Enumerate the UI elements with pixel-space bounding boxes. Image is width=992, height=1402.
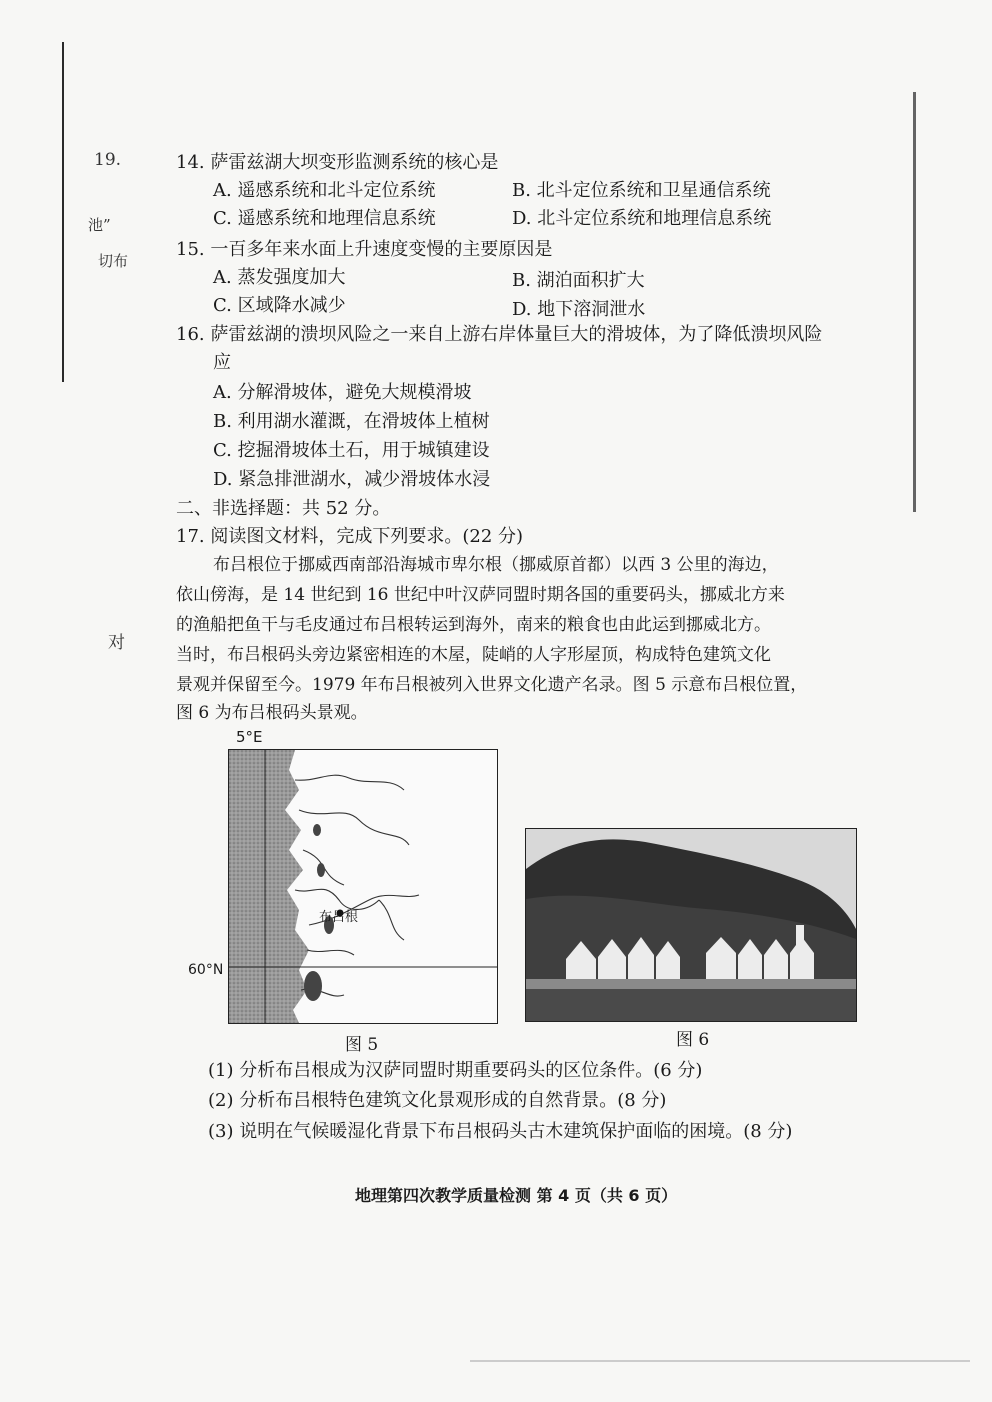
q14-option-b: B. 北斗定位系统和卫星通信系统 bbox=[512, 180, 771, 201]
q15-option-c: C. 区域降水减少 bbox=[213, 295, 346, 316]
q16-option-b: B. 利用湖水灌溉，在滑坡体上植树 bbox=[213, 411, 490, 432]
q14-option-a: A. 遥感系统和北斗定位系统 bbox=[213, 180, 436, 201]
figure-5-map bbox=[228, 749, 498, 1024]
q17-sub-1: (1) 分析布吕根成为汉萨同盟时期重要码头的区位条件。(6 分) bbox=[208, 1060, 703, 1081]
right-margin-line bbox=[913, 92, 916, 512]
photo-graphic bbox=[526, 829, 856, 1021]
q14-option-c: C. 遥感系统和地理信息系统 bbox=[213, 208, 436, 229]
figure-6-caption: 图 6 bbox=[676, 1030, 710, 1050]
map-latitude-label: 60°N bbox=[188, 962, 224, 978]
sea-area bbox=[229, 750, 279, 1023]
q17-sub-2: (2) 分析布吕根特色建筑文化景观形成的自然背景。(8 分) bbox=[208, 1090, 667, 1111]
fjords bbox=[295, 775, 419, 996]
bottom-scan-line bbox=[470, 1360, 970, 1362]
figure-5-caption: 图 5 bbox=[345, 1035, 379, 1055]
page-footer: 地理第四次教学质量检测 第 4 页（共 6 页） bbox=[355, 1186, 678, 1205]
q17-passage-line6: 图 6 为布吕根码头景观。 bbox=[176, 703, 368, 723]
q14-option-d: D. 北斗定位系统和地理信息系统 bbox=[512, 208, 772, 229]
q16-option-a: A. 分解滑坡体，避免大规模滑坡 bbox=[213, 382, 472, 403]
q14-stem: 14. 萨雷兹湖大坝变形监测系统的核心是 bbox=[176, 152, 499, 173]
map-longitude-label: 5°E bbox=[236, 728, 263, 746]
margin-note-1: 池” bbox=[88, 216, 111, 234]
q15-stem: 15. 一百多年来水面上升速度变慢的主要原因是 bbox=[176, 239, 553, 260]
q17-stem: 17. 阅读图文材料，完成下列要求。(22 分) bbox=[176, 526, 524, 547]
q17-passage-line2: 依山傍海，是 14 世纪到 16 世纪中叶汉萨同盟时期各国的重要码头，挪威北方来 bbox=[176, 585, 785, 605]
q15-option-a: A. 蒸发强度加大 bbox=[213, 267, 346, 288]
q16-option-c: C. 挖掘滑坡体土石，用于城镇建设 bbox=[213, 440, 490, 461]
q17-sub-3: (3) 说明在气候暖湿化背景下布吕根码头古木建筑保护面临的困境。(8 分) bbox=[208, 1121, 793, 1142]
q17-passage-line4: 当时，布吕根码头旁边紧密相连的木屋，陡峭的人字形屋顶，构成特色建筑文化 bbox=[176, 645, 771, 665]
q15-option-b: B. 湖泊面积扩大 bbox=[512, 270, 645, 291]
harbor-water bbox=[526, 989, 856, 1021]
margin-note-2: 切布 bbox=[98, 252, 129, 270]
map-graphic bbox=[229, 750, 497, 1023]
figure-6-photo bbox=[525, 828, 857, 1022]
q16-stem-line1: 16. 萨雷兹湖的溃坝风险之一来自上游右岸体量巨大的滑坡体，为了降低溃坝风险 bbox=[176, 324, 823, 345]
q17-passage-line1: 布吕根位于挪威西南部沿海城市卑尔根（挪威原首都）以西 3 公里的海边， bbox=[213, 555, 779, 575]
left-margin-line bbox=[62, 42, 64, 382]
margin-number: 19. bbox=[94, 150, 122, 170]
quay bbox=[526, 979, 856, 989]
q16-stem-line2: 应 bbox=[213, 352, 231, 373]
q17-passage-line3: 的渔船把鱼干与毛皮通过布吕根转运到海外，南来的粮食也由此运到挪威北方。 bbox=[176, 615, 771, 635]
map-place-label: 布吕根 bbox=[319, 910, 359, 925]
section-heading: 二、非选择题：共 52 分。 bbox=[176, 498, 391, 519]
q15-option-d: D. 地下溶洞泄水 bbox=[512, 299, 646, 320]
q17-passage-line5: 景观并保留至今。1979 年布吕根被列入世界文化遗产名录。图 5 示意布吕根位置， bbox=[176, 675, 808, 695]
margin-note-3: 对 bbox=[108, 633, 125, 653]
q16-option-d: D. 紧急排泄湖水，减少滑坡体水浸 bbox=[213, 469, 491, 490]
